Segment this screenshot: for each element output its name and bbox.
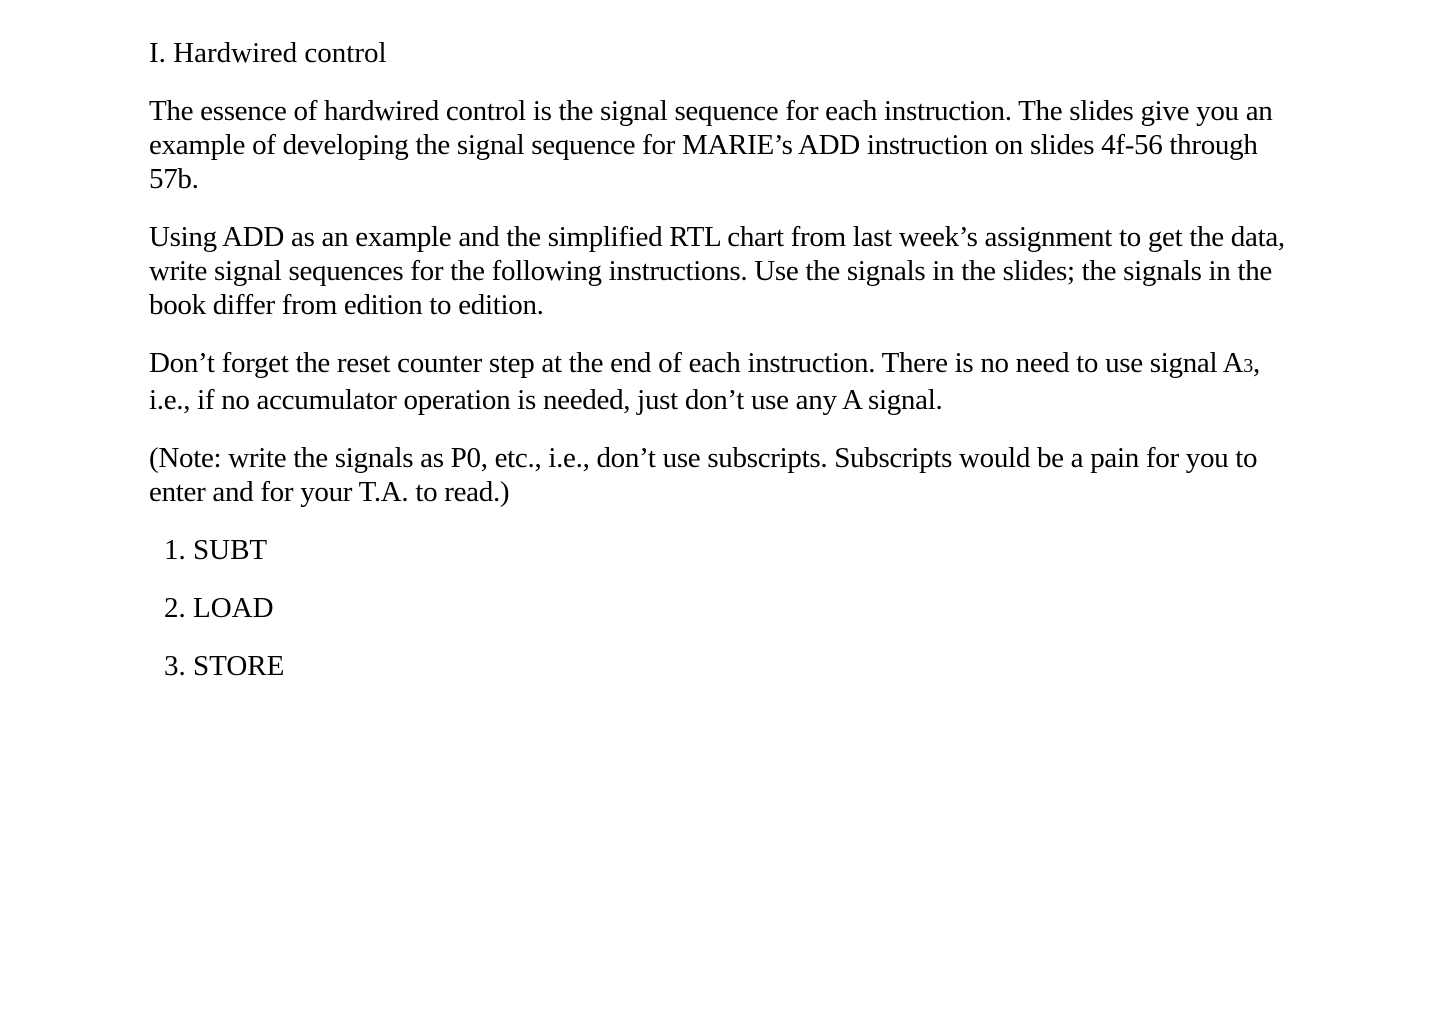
question-number: 1. <box>164 534 186 566</box>
reset-counter-text: Don’t forget the reset counter step at the end of each instruction. There is no need to use signal A <box>149 347 1244 379</box>
question-item <box>164 533 1289 567</box>
question-list <box>149 533 1289 683</box>
question-number: 2. <box>164 592 186 624</box>
question-item <box>164 649 1289 683</box>
section-title: I. Hardwired control <box>149 37 387 69</box>
question-label: SUBT <box>193 534 268 566</box>
document-page <box>149 36 1289 707</box>
question-item <box>164 591 1289 625</box>
question-label: STORE <box>193 650 285 682</box>
note-paragraph: (Note: write the signals as P0, etc., i.e., don’t use subscripts. Subscripts would be a pain for you to enter and for your T.A. to read.) <box>149 442 1258 508</box>
reset-counter-paragraph <box>149 346 1289 417</box>
question-label: LOAD <box>193 592 274 624</box>
reset-counter-text-continued: , i.e., if no accumulator operation is needed, just don’t use any A signal. <box>149 347 1260 416</box>
intro-paragraph: The essence of hardwired control is the signal sequence for each instruction. The slides give you an example of developing the signal sequence for MARIE’s ADD instruction on slides 4f-56 through 57b. <box>149 95 1273 195</box>
question-number: 3. <box>164 650 186 682</box>
instructions-paragraph: Using ADD as an example and the simplified RTL chart from last week’s assignment to get the data, write signal sequences for the following instructions. Use the signals in the slides; the signals in the book differ from edition to edition. <box>149 221 1285 321</box>
signal-subscript: 3 <box>1243 355 1253 377</box>
